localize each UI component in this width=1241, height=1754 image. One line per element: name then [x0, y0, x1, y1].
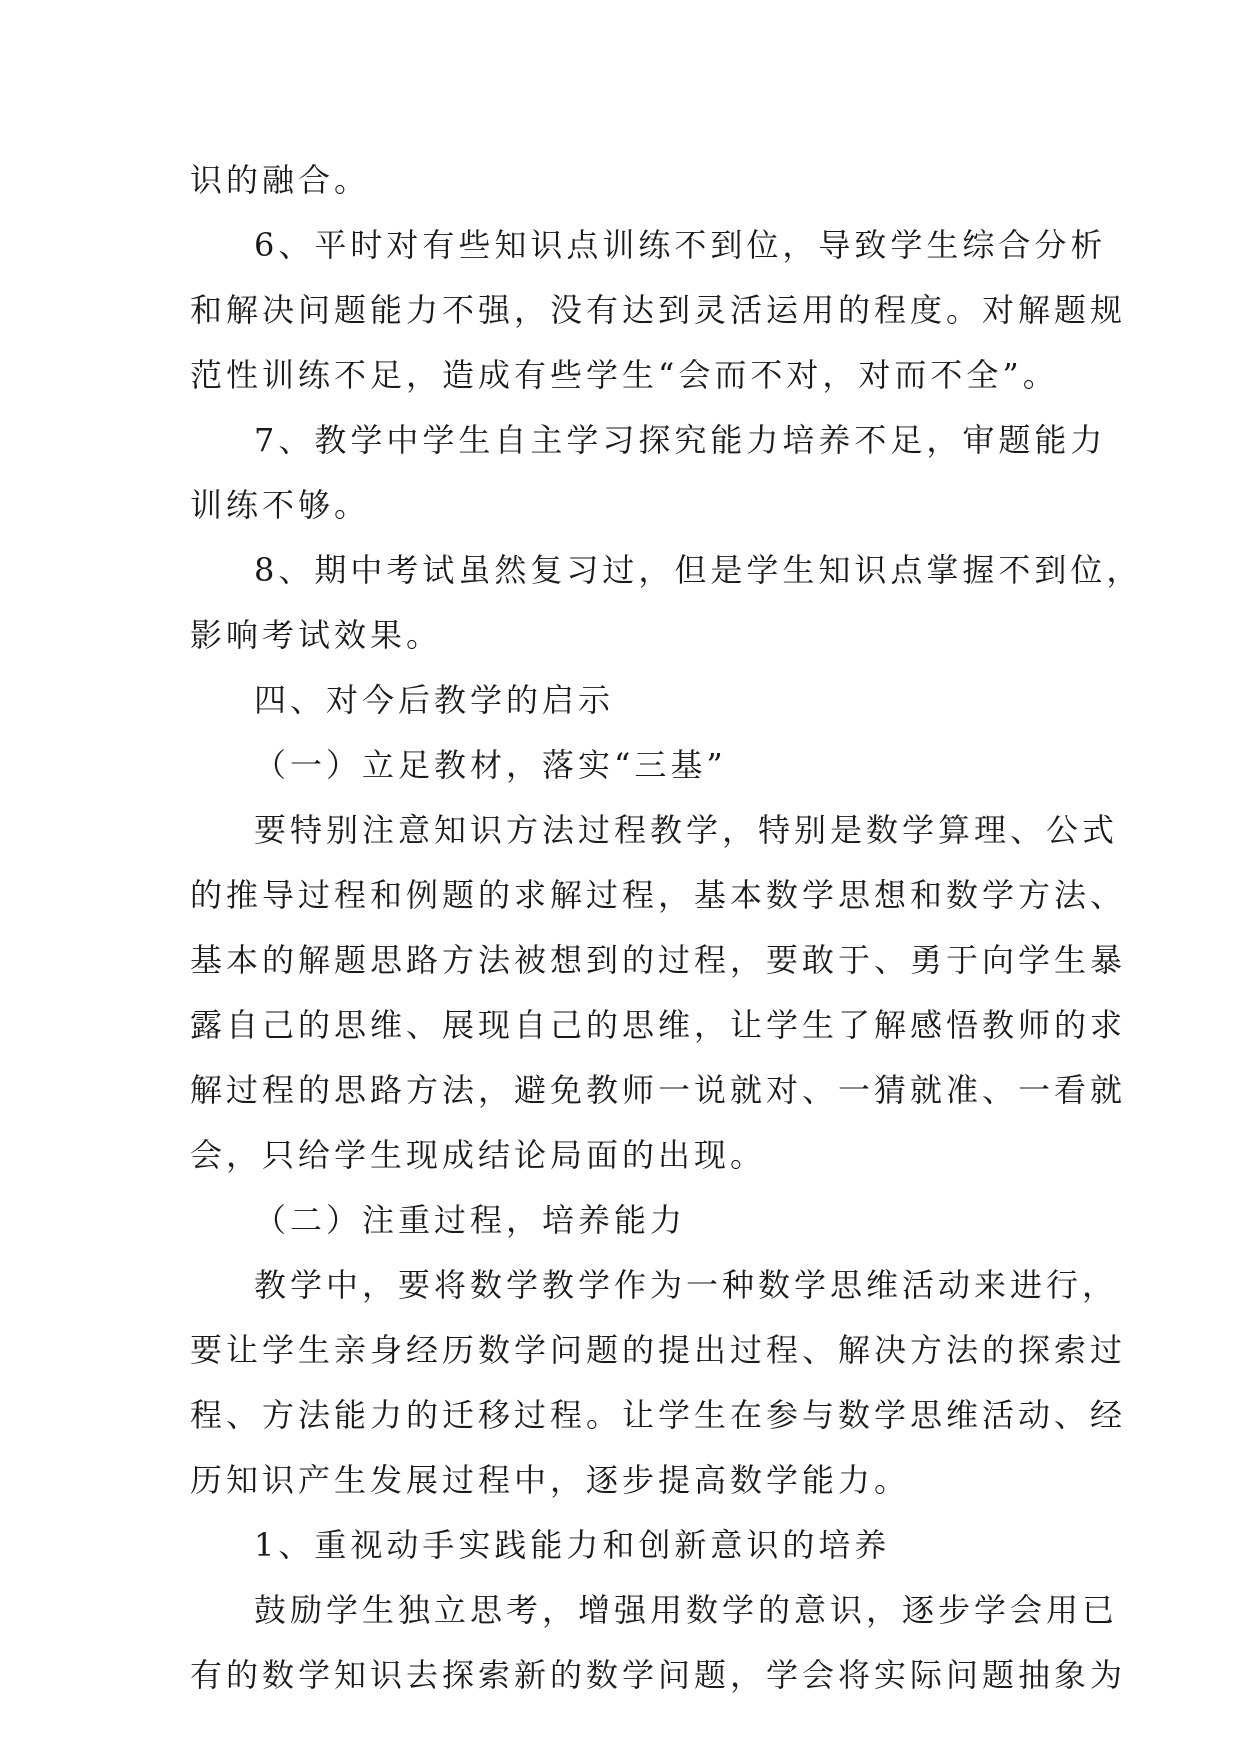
- text-line: 要特别注意知识方法过程教学，特别是数学算理、公式: [254, 811, 1119, 849]
- text-line: 6、平时对有些知识点训练不到位，导致学生综合分析: [254, 226, 1107, 264]
- text-line: 训练不够。: [190, 486, 371, 524]
- text-line: 鼓励学生独立思考，增强用数学的意识，逐步学会用已: [254, 1591, 1119, 1629]
- section-heading: 四、对今后教学的启示: [254, 681, 615, 719]
- text-line: 教学中，要将数学教学作为一种数学思维活动来进行，: [254, 1266, 1119, 1304]
- subsection-heading: （一）立足教材，落实“三基”: [254, 746, 727, 784]
- text-line: 识的融合。: [190, 161, 371, 199]
- text-line: 基本的解题思路方法被想到的过程，要敢于、勇于向学生暴: [190, 941, 1127, 979]
- document-page: [190, 148, 1143, 1708]
- text-line: 和解决问题能力不强，没有达到灵活运用的程度。对解题规: [190, 291, 1127, 329]
- text-line: 露自己的思维、展现自己的思维，让学生了解感悟教师的求: [190, 1006, 1127, 1044]
- text-line: 有的数学知识去探索新的数学问题，学会将实际问题抽象为: [190, 1656, 1127, 1694]
- text-line: 会，只给学生现成结论局面的出现。: [190, 1136, 767, 1174]
- text-line: 8、期中考试虽然复习过，但是学生知识点掌握不到位，: [254, 551, 1143, 589]
- text-line: 历知识产生发展过程中，逐步提高数学能力。: [190, 1461, 911, 1499]
- item-heading: 1、重视动手实践能力和创新意识的培养: [254, 1526, 891, 1564]
- text-line: 要让学生亲身经历数学问题的提出过程、解决方法的探索过: [190, 1331, 1127, 1369]
- text-line: 程、方法能力的迁移过程。让学生在参与数学思维活动、经: [190, 1396, 1127, 1434]
- text-line: 解过程的思路方法，避免教师一说就对、一猜就准、一看就: [190, 1071, 1127, 1109]
- text-line: 7、教学中学生自主学习探究能力培养不足，审题能力: [254, 421, 1107, 459]
- text-line: 的推导过程和例题的求解过程，基本数学思想和数学方法、: [190, 876, 1127, 914]
- text-line: 影响考试效果。: [190, 616, 443, 654]
- text-line: 范性训练不足，造成有些学生“会而不对，对而不全”。: [190, 356, 1059, 394]
- subsection-heading: （二）注重过程，培养能力: [254, 1201, 687, 1239]
